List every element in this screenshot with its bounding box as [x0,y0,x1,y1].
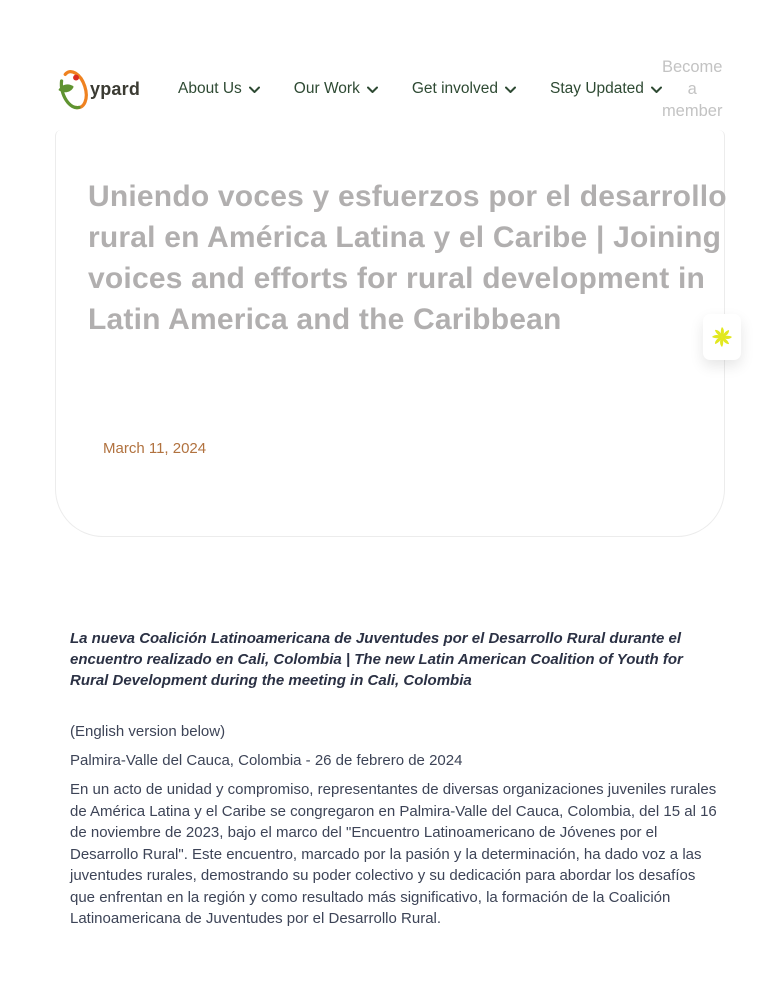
nav-item-stay-updated[interactable] [550,80,662,98]
article-paragraph: En un acto de unidad y compromiso, representantes de diversas organizaciones juveniles rurales de América Latina y el Caribe se congregaron en Palmira-Valle del Cauca, Colombia, del 15 al 16 de noviembre de 2023, bajo el marco del "Encuentro Latinoamericano de Jóvenes por el Desarrollo Rural". Este encuentro, marcado por la pasión y la determinación, ha dado voz a las juventudes rurales, demostrando su poder colectivo y su dedicación para abordar los desafíos que enfrentan en la región y como resultado más significativo, la formación de la Coalición Latinoamericana de Juventudes por el Desarrollo Rural. [70,781,717,927]
main-nav [178,80,662,98]
nav-item-our-work[interactable] [294,80,378,98]
article-dateline: Palmira-Valle del Cauca, Colombia - 26 de febrero de 2024 [70,752,463,769]
chevron-down-icon [505,86,516,94]
chevron-down-icon [367,86,378,94]
hero-card [55,130,725,537]
image-caption: La nueva Coalición Latinoamericana de Juventudes por el Desarrollo Rural durante el encuentro realizado en Cali, Colombia | The new Latin American Coalition of Youth for Rural Development during the meeting in Cali, Colombia [70,630,683,689]
chevron-down-icon [249,86,260,94]
article-body [70,628,720,930]
nav-label: Our Work [293,80,360,97]
pinwheel-asterisk-icon [709,324,735,350]
nav-label: Get involved [411,80,498,97]
logo-wordmark: ypard [90,78,141,99]
language-note: (English version below) [70,723,226,740]
become-a-member-link[interactable]: Become a member [661,58,723,120]
publish-date: March 11, 2024 [103,440,207,457]
nav-item-about-us[interactable] [178,80,260,98]
page-title: Uniendo voces y esfuerzos por el desarrollo rural en América Latina y el Caribe | Joining voices and efforts for rural development in Latin America and the Caribbean [88,180,727,336]
nav-item-get-involved[interactable] [412,80,516,98]
hero-decoration-badge [703,314,741,360]
ypard-logo[interactable] [57,66,140,112]
nav-label: Stay Updated [550,80,644,97]
chevron-down-icon [651,86,662,94]
site-header [57,56,723,122]
nav-label: About Us [178,80,242,97]
